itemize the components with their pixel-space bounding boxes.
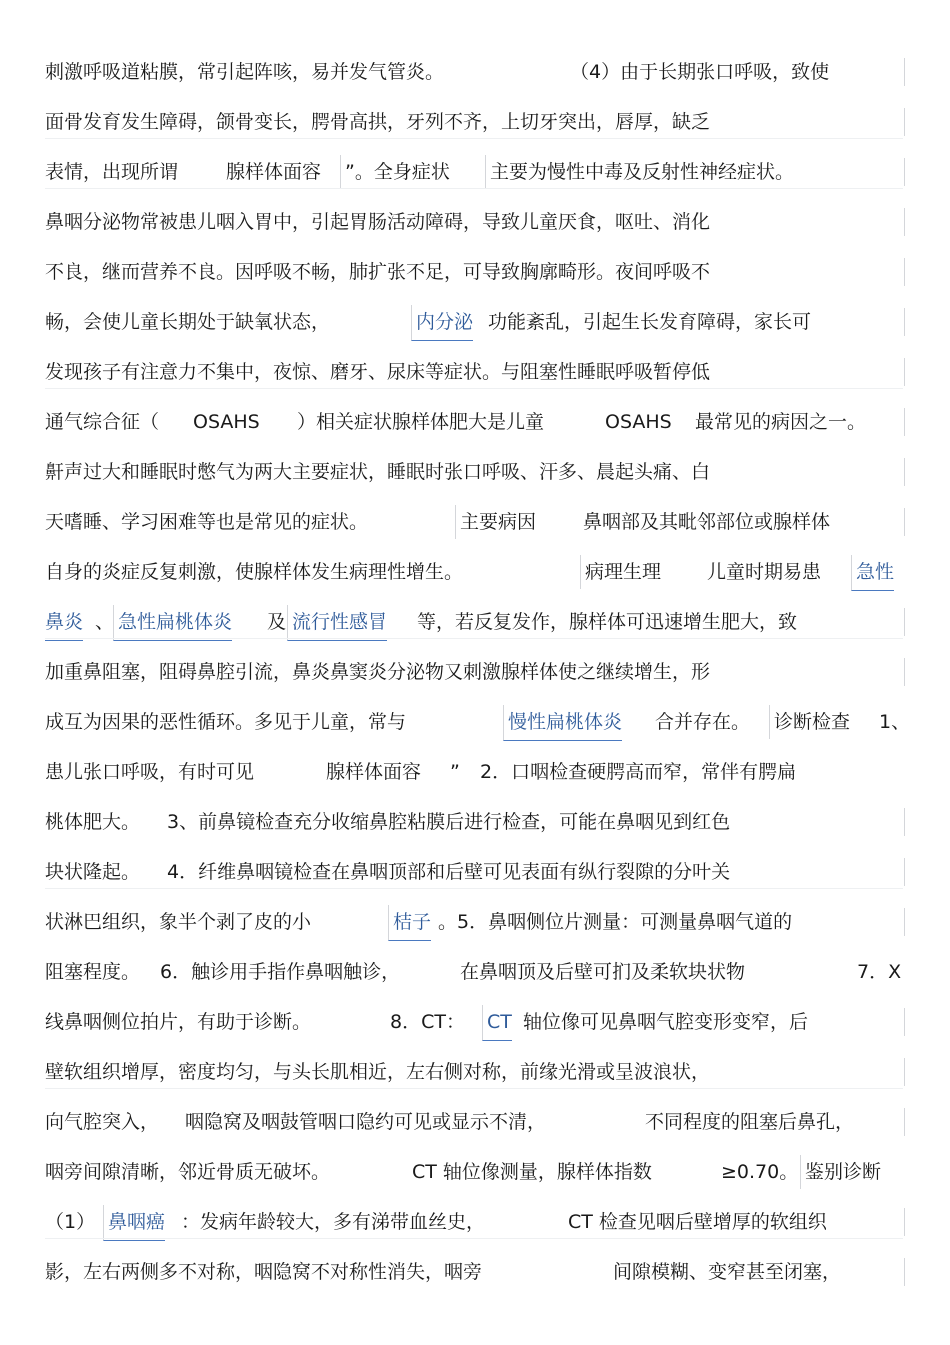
text-segment: 合并存在。 [655,711,751,733]
term-adenoid-face: 腺样体面容 [226,161,322,183]
text-line [45,1105,903,1139]
line-divider [904,658,905,686]
text-line [45,655,903,689]
section-heading-cause: 主要病因 [455,505,536,539]
text-segment: 2．口咽检查硬腭高而窄，常伴有腭扁 [480,761,797,783]
line-divider [904,1108,905,1136]
text-line [45,105,903,139]
text-line [45,455,903,489]
text-segment: ” [450,761,460,783]
text-segment: 自身的炎症反复刺激，使腺样体发生病理性增生。 [45,561,464,583]
text-segment: 8．CT： [390,1011,465,1033]
text-line [45,705,911,739]
link-influenza[interactable]: 流行性感冒 [287,605,387,641]
text-segment: 鼻咽部及其毗邻部位或腺样体 [583,511,831,533]
text-segment: 不良，继而营养不良。因呼吸不畅，肺扩张不足，可导致胸廓畸形。夜间呼吸不 [45,261,711,283]
text-line [45,505,903,539]
text-line [45,255,903,289]
link-nasopharyngeal-carcinoma[interactable]: 鼻咽癌 [103,1205,165,1241]
text-segment: 影，左右两侧多不对称，咽隐窝不对称性消失，咽旁 [45,1261,483,1283]
text-segment: 4．纤维鼻咽镜检查在鼻咽顶部和后壁可见表面有纵行裂隙的分叶关 [167,861,731,883]
text-line [45,355,903,389]
text-segment: 最常见的病因之一。 [695,411,867,433]
text-segment: 鼻咽分泌物常被患儿咽入胃中，引起胃肠活动障碍，导致儿童厌食，呕吐、消化 [45,211,711,233]
text-segment: 、 [95,611,115,633]
text-segment: 间隙模糊、变窄甚至闭塞， [613,1261,842,1283]
text-line [45,305,903,339]
text-segment: 表情，出现所谓 [45,161,179,183]
text-segment: 3、前鼻镜检查充分收缩鼻腔粘膜后进行检查，可能在鼻咽见到红色 [167,811,731,833]
text-segment: 6．触诊用手指作鼻咽触诊， [160,961,401,983]
text-segment: 块状隆起。 [45,861,141,883]
link-acute-rhinitis[interactable]: 急性 [851,555,894,591]
link-ct[interactable]: CT [482,1005,512,1041]
line-divider [904,58,905,86]
line-divider [904,308,905,336]
line-divider [904,108,905,136]
text-segment: 线鼻咽侧位拍片，有助于诊断。 [45,1011,312,1033]
text-line [45,805,903,839]
text-line [45,955,903,989]
link-orange[interactable]: 桔子 [388,905,431,941]
text-segment: ：发病年龄较大，多有涕带血丝史， [181,1211,486,1233]
term-osahs: OSAHS [193,411,260,433]
text-segment: 7．X [857,961,902,983]
line-divider [904,158,905,186]
line-divider [904,808,905,836]
text-line [45,555,903,589]
text-segment: 发现孩子有注意力不集中，夜惊、磨牙、尿床等症状。与阻塞性睡眠呼吸暂停低 [45,361,711,383]
text-segment: （4）由于长期张口呼吸，致使 [570,61,830,83]
text-line [45,1205,903,1239]
text-segment: CT 检查见咽后壁增厚的软组织 [568,1211,827,1233]
text-segment: 儿童时期易患 [707,561,822,583]
text-line [45,1055,903,1089]
line-divider [904,258,905,286]
text-segment: 轴位像可见鼻咽气腔变形变窄，后 [523,1011,809,1033]
line-divider [904,1258,905,1286]
link-acute-rhinitis[interactable]: 鼻炎 [45,605,83,641]
link-endocrine[interactable]: 内分泌 [411,305,473,341]
text-segment: ）相关症状腺样体肥大是儿童 [297,411,545,433]
line-divider [904,458,905,486]
text-segment: 咽旁间隙清晰，邻近骨质无破坏。 [45,1161,331,1183]
line-divider [904,908,905,936]
line-divider [904,1058,905,1086]
text-segment: 畅，会使儿童长期处于缺氧状态， [45,311,331,333]
link-acute-tonsillitis[interactable]: 急性扁桃体炎 [113,605,232,641]
text-segment: （1） [45,1211,96,1233]
text-segment: 患儿张口呼吸，有时可见 [45,761,255,783]
section-heading-differential: 鉴别诊断 [800,1155,881,1189]
text-segment: 及 [267,611,287,633]
text-segment: 1、 [879,711,911,733]
text-segment: 不同程度的阻塞后鼻孔， [645,1111,855,1133]
index-threshold: ≥0.70。 [721,1161,799,1183]
text-segment: 加重鼻阻塞，阻碍鼻腔引流，鼻炎鼻窦炎分泌物又刺激腺样体使之继续增生，形 [45,661,711,683]
line-divider [904,408,905,436]
text-segment: 壁软组织增厚，密度均匀，与头长肌相近，左右侧对称，前缘光滑或呈波浪状， [45,1061,711,1083]
text-line [45,1155,903,1189]
line-divider [904,508,905,536]
text-segment: 咽隐窝及咽鼓管咽口隐约可见或显示不清， [185,1111,547,1133]
term-adenoid-face: 腺样体面容 [326,761,422,783]
term-osahs: OSAHS [605,411,672,433]
link-chronic-tonsillitis[interactable]: 慢性扁桃体炎 [503,705,622,741]
text-segment: 功能紊乱，引起生长发育障碍，家长可 [488,311,812,333]
text-segment: 天嗜睡、学习困难等也是常见的症状。 [45,511,369,533]
text-segment: 阻塞程度。 [45,961,141,983]
line-divider [904,1208,905,1236]
text-line [45,205,903,239]
text-line [45,755,903,789]
text-segment: 在鼻咽顶及后壁可扪及柔软块状物 [460,961,746,983]
text-line [45,855,903,889]
text-segment: ”。全身症状 [340,155,450,189]
text-segment: 等，若反复发作，腺样体可迅速增生肥大，致 [417,611,798,633]
text-segment: 主要为慢性中毒及反射性神经症状。 [485,155,794,189]
text-segment: 向气腔突入， [45,1111,160,1133]
text-line [45,1255,903,1289]
text-line [45,155,903,189]
text-segment: 通气综合征（ [45,411,160,433]
text-segment: 桃体肥大。 [45,811,141,833]
text-segment: 鼾声过大和睡眠时憋气为两大主要症状，睡眠时张口呼吸、汗多、晨起头痛、白 [45,461,711,483]
text-line [45,55,903,89]
text-line [45,1005,903,1039]
line-divider [904,858,905,886]
text-line [45,905,903,939]
text-line [45,605,903,639]
text-segment: 成互为因果的恶性循环。多见于儿童，常与 [45,711,407,733]
line-divider [904,208,905,236]
line-divider [904,1008,905,1036]
line-divider [904,358,905,386]
text-segment: 面骨发育发生障碍，颌骨变长，腭骨高拱，牙列不齐，上切牙突出，唇厚，缺乏 [45,111,711,133]
text-segment: 刺激呼吸道粘膜，常引起阵咳，易并发气管炎。 [45,61,445,83]
text-segment: CT 轴位像测量，腺样体指数 [412,1161,652,1183]
section-heading-pathophysiology: 病理生理 [580,555,661,589]
section-heading-diagnosis: 诊断检查 [769,705,850,739]
text-segment: 。5．鼻咽侧位片测量：可测量鼻咽气道的 [438,911,793,933]
line-divider [904,608,905,636]
text-segment: 状淋巴组织，象半个剥了皮的小 [45,911,312,933]
text-line [45,405,903,439]
